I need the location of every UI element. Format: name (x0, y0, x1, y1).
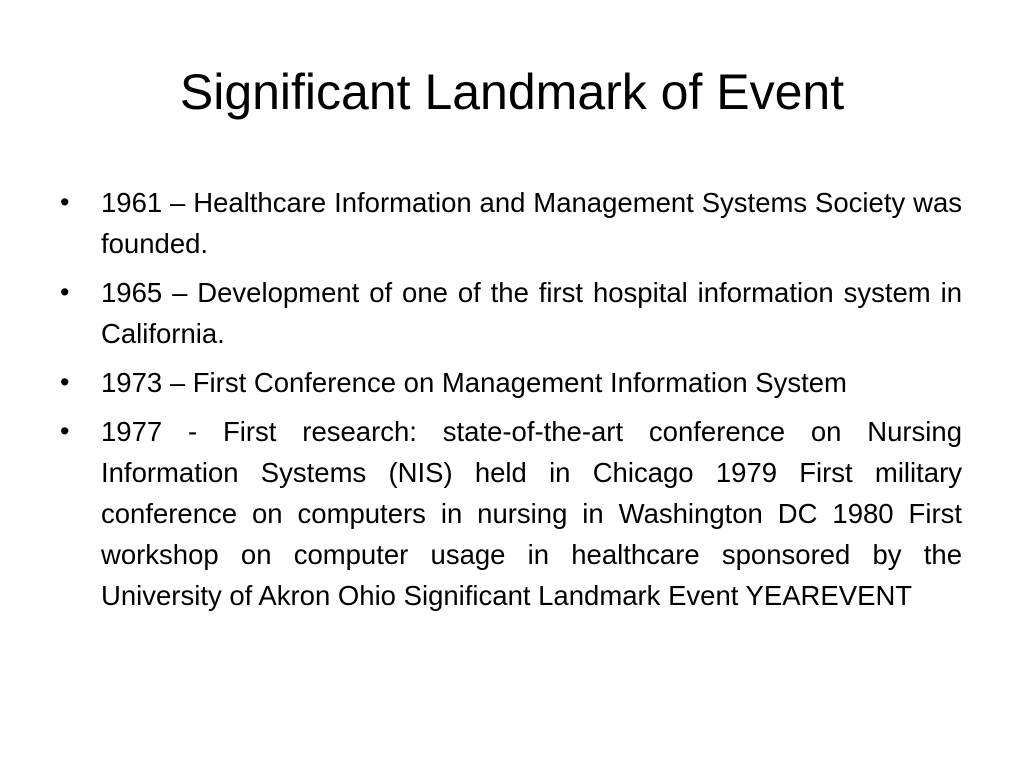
bullet-icon: • (60, 187, 70, 217)
bullet-text: 1973 – First Conference on Management Information System (101, 367, 847, 398)
bullet-icon: • (60, 367, 70, 397)
bullet-icon: • (60, 416, 70, 446)
list-item (56, 411, 962, 616)
bullet-text: 1977 - First research: state-of-the-art conference on Nursing Information Systems (NIS) held in Chicago 1979 First military conference on computers in nursing in Washington DC 1980 First workshop on computer usage in healthcare sponsored by the University of Akron Ohio Significant Landmark Event YEAREVENT (101, 416, 962, 611)
bullet-icon: • (60, 277, 70, 307)
list-item (56, 182, 962, 264)
bullet-list (56, 182, 962, 624)
slide-title: Significant Landmark of Event (179, 64, 845, 120)
bullet-text: 1961 – Healthcare Information and Management Systems Society was founded. (101, 187, 962, 259)
bullet-text: 1965 – Development of one of the first hospital information system in California. (101, 277, 962, 349)
list-item (56, 362, 962, 403)
list-item (56, 272, 962, 354)
